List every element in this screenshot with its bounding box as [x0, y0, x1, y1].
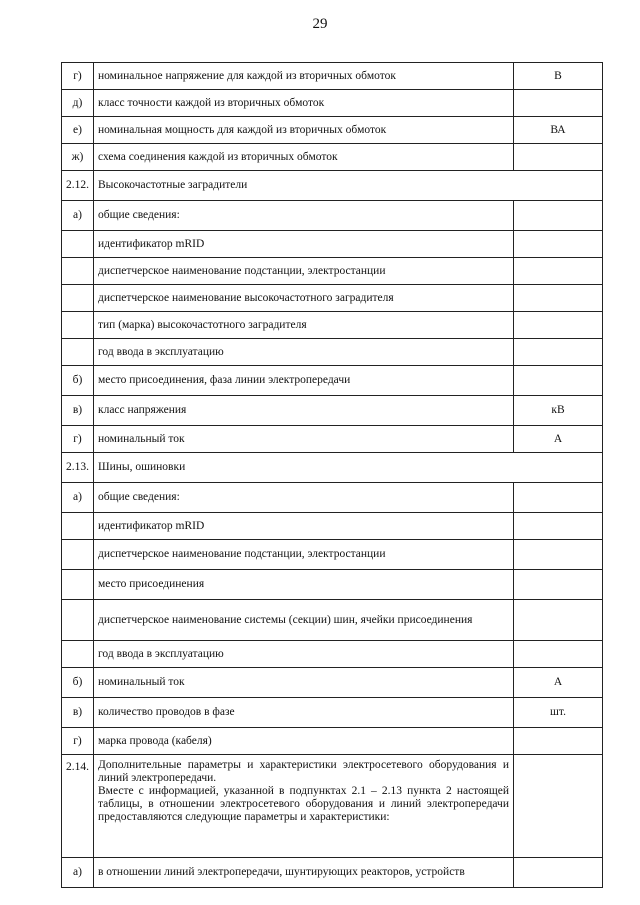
row-number: г) [62, 63, 94, 90]
row-unit: А [514, 426, 603, 453]
row-text [94, 755, 514, 858]
section-title: Высокочастотные заградители [94, 171, 603, 201]
row-unit [514, 600, 603, 641]
row-number: а) [62, 201, 94, 231]
row-number [62, 258, 94, 285]
table-row [62, 117, 603, 144]
row-unit [514, 285, 603, 312]
row-unit [514, 540, 603, 570]
row-number: д) [62, 90, 94, 117]
row-unit [514, 366, 603, 396]
row-text: номинальный ток [94, 668, 514, 698]
row-text: год ввода в эксплуатацию [94, 641, 514, 668]
row-unit [514, 312, 603, 339]
table-row [62, 570, 603, 600]
row-number: г) [62, 728, 94, 755]
table-row [62, 668, 603, 698]
paragraph: Дополнительные параметры и характеристики электросетевого оборудования и линий электропередачи. [98, 759, 509, 784]
section-row [62, 453, 603, 483]
row-number: а) [62, 858, 94, 888]
page-number: 29 [312, 16, 328, 32]
section-row [62, 171, 603, 201]
row-number: е) [62, 117, 94, 144]
paragraph: Вместе с информацией, указанной в подпунктах 2.1 – 2.13 пункта 2 настоящей таблицы, в отношении электросетевого оборудования и линий электропередачи предоставляются следующие параметры и характеристики: [98, 785, 509, 823]
row-text: тип (марка) высокочастотного заградителя [94, 312, 514, 339]
row-unit [514, 570, 603, 600]
row-unit [514, 858, 603, 888]
row-unit [514, 728, 603, 755]
table-row [62, 426, 603, 453]
row-unit [514, 201, 603, 231]
row-number [62, 231, 94, 258]
row-number [62, 339, 94, 366]
table-row [62, 201, 603, 231]
row-unit [514, 755, 603, 858]
row-text: общие сведения: [94, 201, 514, 231]
table-row [62, 90, 603, 117]
row-number: в) [62, 698, 94, 728]
row-number: б) [62, 668, 94, 698]
table-row [62, 641, 603, 668]
row-text: класс точности каждой из вторичных обмоток [94, 90, 514, 117]
row-text: диспетчерское наименование подстанции, электростанции [94, 258, 514, 285]
row-number: в) [62, 396, 94, 426]
table-row [62, 540, 603, 570]
table-row [62, 63, 603, 90]
table-row [62, 858, 603, 888]
row-text: диспетчерское наименование системы (секции) шин, ячейки присоединения [94, 600, 514, 641]
table-row [62, 312, 603, 339]
table-row [62, 144, 603, 171]
row-text: номинальное напряжение для каждой из вторичных обмоток [94, 63, 514, 90]
section-number: 2.13. [62, 453, 94, 483]
table-row [62, 285, 603, 312]
row-unit [514, 144, 603, 171]
table-row [62, 698, 603, 728]
table-row [62, 231, 603, 258]
table-row [62, 258, 603, 285]
row-number [62, 600, 94, 641]
row-number [62, 513, 94, 540]
table-row [62, 513, 603, 540]
parameters-table [61, 62, 603, 888]
row-number [62, 570, 94, 600]
row-number [62, 285, 94, 312]
row-unit: В [514, 63, 603, 90]
table-row [62, 339, 603, 366]
row-number: а) [62, 483, 94, 513]
row-unit: шт. [514, 698, 603, 728]
row-text: идентификатор mRID [94, 513, 514, 540]
row-unit [514, 483, 603, 513]
row-unit [514, 258, 603, 285]
row-unit [514, 513, 603, 540]
row-text: место присоединения [94, 570, 514, 600]
row-number: г) [62, 426, 94, 453]
row-text: марка провода (кабеля) [94, 728, 514, 755]
row-text: номинальный ток [94, 426, 514, 453]
table-row [62, 600, 603, 641]
row-text: номинальная мощность для каждой из вторичных обмоток [94, 117, 514, 144]
table-row [62, 755, 603, 858]
row-text: класс напряжения [94, 396, 514, 426]
row-unit: кВ [514, 396, 603, 426]
row-number: б) [62, 366, 94, 396]
row-text: идентификатор mRID [94, 231, 514, 258]
row-unit: А [514, 668, 603, 698]
row-number [62, 312, 94, 339]
table-row [62, 366, 603, 396]
row-text: место присоединения, фаза линии электропередачи [94, 366, 514, 396]
row-number: 2.14. [62, 755, 94, 858]
row-unit [514, 90, 603, 117]
row-number: ж) [62, 144, 94, 171]
row-unit [514, 339, 603, 366]
row-unit [514, 641, 603, 668]
row-text: диспетчерское наименование высокочастотного заградителя [94, 285, 514, 312]
section-number: 2.12. [62, 171, 94, 201]
row-unit: ВА [514, 117, 603, 144]
table-row [62, 728, 603, 755]
row-text: диспетчерское наименование подстанции, электростанции [94, 540, 514, 570]
row-text: общие сведения: [94, 483, 514, 513]
row-text: схема соединения каждой из вторичных обмоток [94, 144, 514, 171]
row-unit [514, 231, 603, 258]
row-number [62, 641, 94, 668]
section-title: Шины, ошиновки [94, 453, 603, 483]
table-row [62, 396, 603, 426]
row-text: год ввода в эксплуатацию [94, 339, 514, 366]
row-number [62, 540, 94, 570]
table-row [62, 483, 603, 513]
row-text: в отношении линий электропередачи, шунтирующих реакторов, устройств [94, 858, 514, 888]
row-text: количество проводов в фазе [94, 698, 514, 728]
